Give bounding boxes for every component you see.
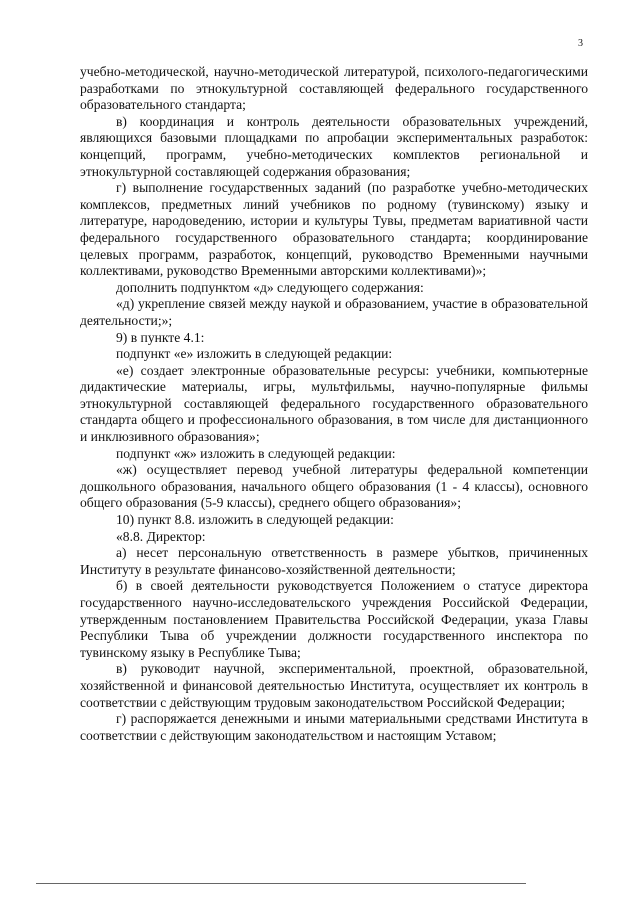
paragraph: в) руководит научной, экспериментальной, проектной, образовательной, хозяйственной и финансовой деятельностью Института, осуществляет их контроль в соответствии с действующим трудовым законодательством Российской Федерации;	[80, 661, 588, 710]
paragraph: г) выполнение государственных заданий (по разработке учебно-методических комплексов, предметных линий учебников по родному (тувинскому) языку и литературе, народоведению, истории и культуры Тувы, предметам вариативной части федерального государственного образовательного стандарта; координирование целевых программ, разработок, концепций, руководство Временными научными коллективами, руководство Временными авторскими коллективами)»;	[80, 180, 588, 279]
footer-rule	[36, 883, 526, 884]
paragraph: дополнить подпунктом «д» следующего содержания:	[116, 279, 424, 295]
page-number: 3	[578, 38, 583, 49]
paragraph: б) в своей деятельности руководствуется Положением о статусе директора государственного научно-исследовательского учреждения Российской Федерации, утвержденным постановлением Правительства Российской Федерации, указа Главы Республики Тыва об учреждении должности государственного инспектора по тувинскому языку в Республике Тыва;	[80, 578, 588, 660]
paragraph: подпункт «е» изложить в следующей редакции:	[116, 346, 393, 362]
paragraph: г) распоряжается денежными и иными материальными средствами Института в соответствии с действующим законодательством и настоящим Уставом;	[80, 711, 588, 743]
paragraph: а) несет персональную ответственность в размере убытков, причиненных Институту в результате финансово-хозяйственной деятельности;	[80, 545, 588, 577]
paragraph: «д) укрепление связей между наукой и образованием, участие в образовательной деятельности;»;	[80, 296, 588, 328]
document-body	[80, 64, 588, 744]
paragraph: «е) создает электронные образовательные ресурсы: учебники, компьютерные дидактические материалы, игры, мультфильмы, научно-популярные фильмы этнокультурной составляющей федерального государственного образовательного стандарта общего и профессионального образования, в том числе для дистанционного и инклюзивного образования»;	[80, 362, 588, 445]
paragraph: подпункт «ж» изложить в следующей редакции:	[116, 445, 396, 461]
paragraph: учебно-методической, научно-методической литературой, психолого-педагогическими разработками по этнокультурной составляющей федерального государственного образовательного стандарта;	[80, 64, 588, 113]
paragraph: «ж) осуществляет перевод учебной литературы федеральной компетенции дошкольного образования, начального общего образования (1 - 4 классы), основного общего образования (5-9 классы), среднего общего образования»;	[80, 462, 588, 511]
paragraph: 10) пункт 8.8. изложить в следующей редакции:	[116, 512, 394, 528]
paragraph: «8.8. Директор:	[116, 528, 206, 544]
paragraph: в) координация и контроль деятельности образовательных учреждений, являющихся базовыми площадками по апробации экспериментальных разработок: концепций, программ, учебно-методических комплектов региональной и этнокультурной составляющей содержания образования;	[80, 113, 588, 179]
paragraph: 9) в пункте 4.1:	[116, 329, 205, 345]
